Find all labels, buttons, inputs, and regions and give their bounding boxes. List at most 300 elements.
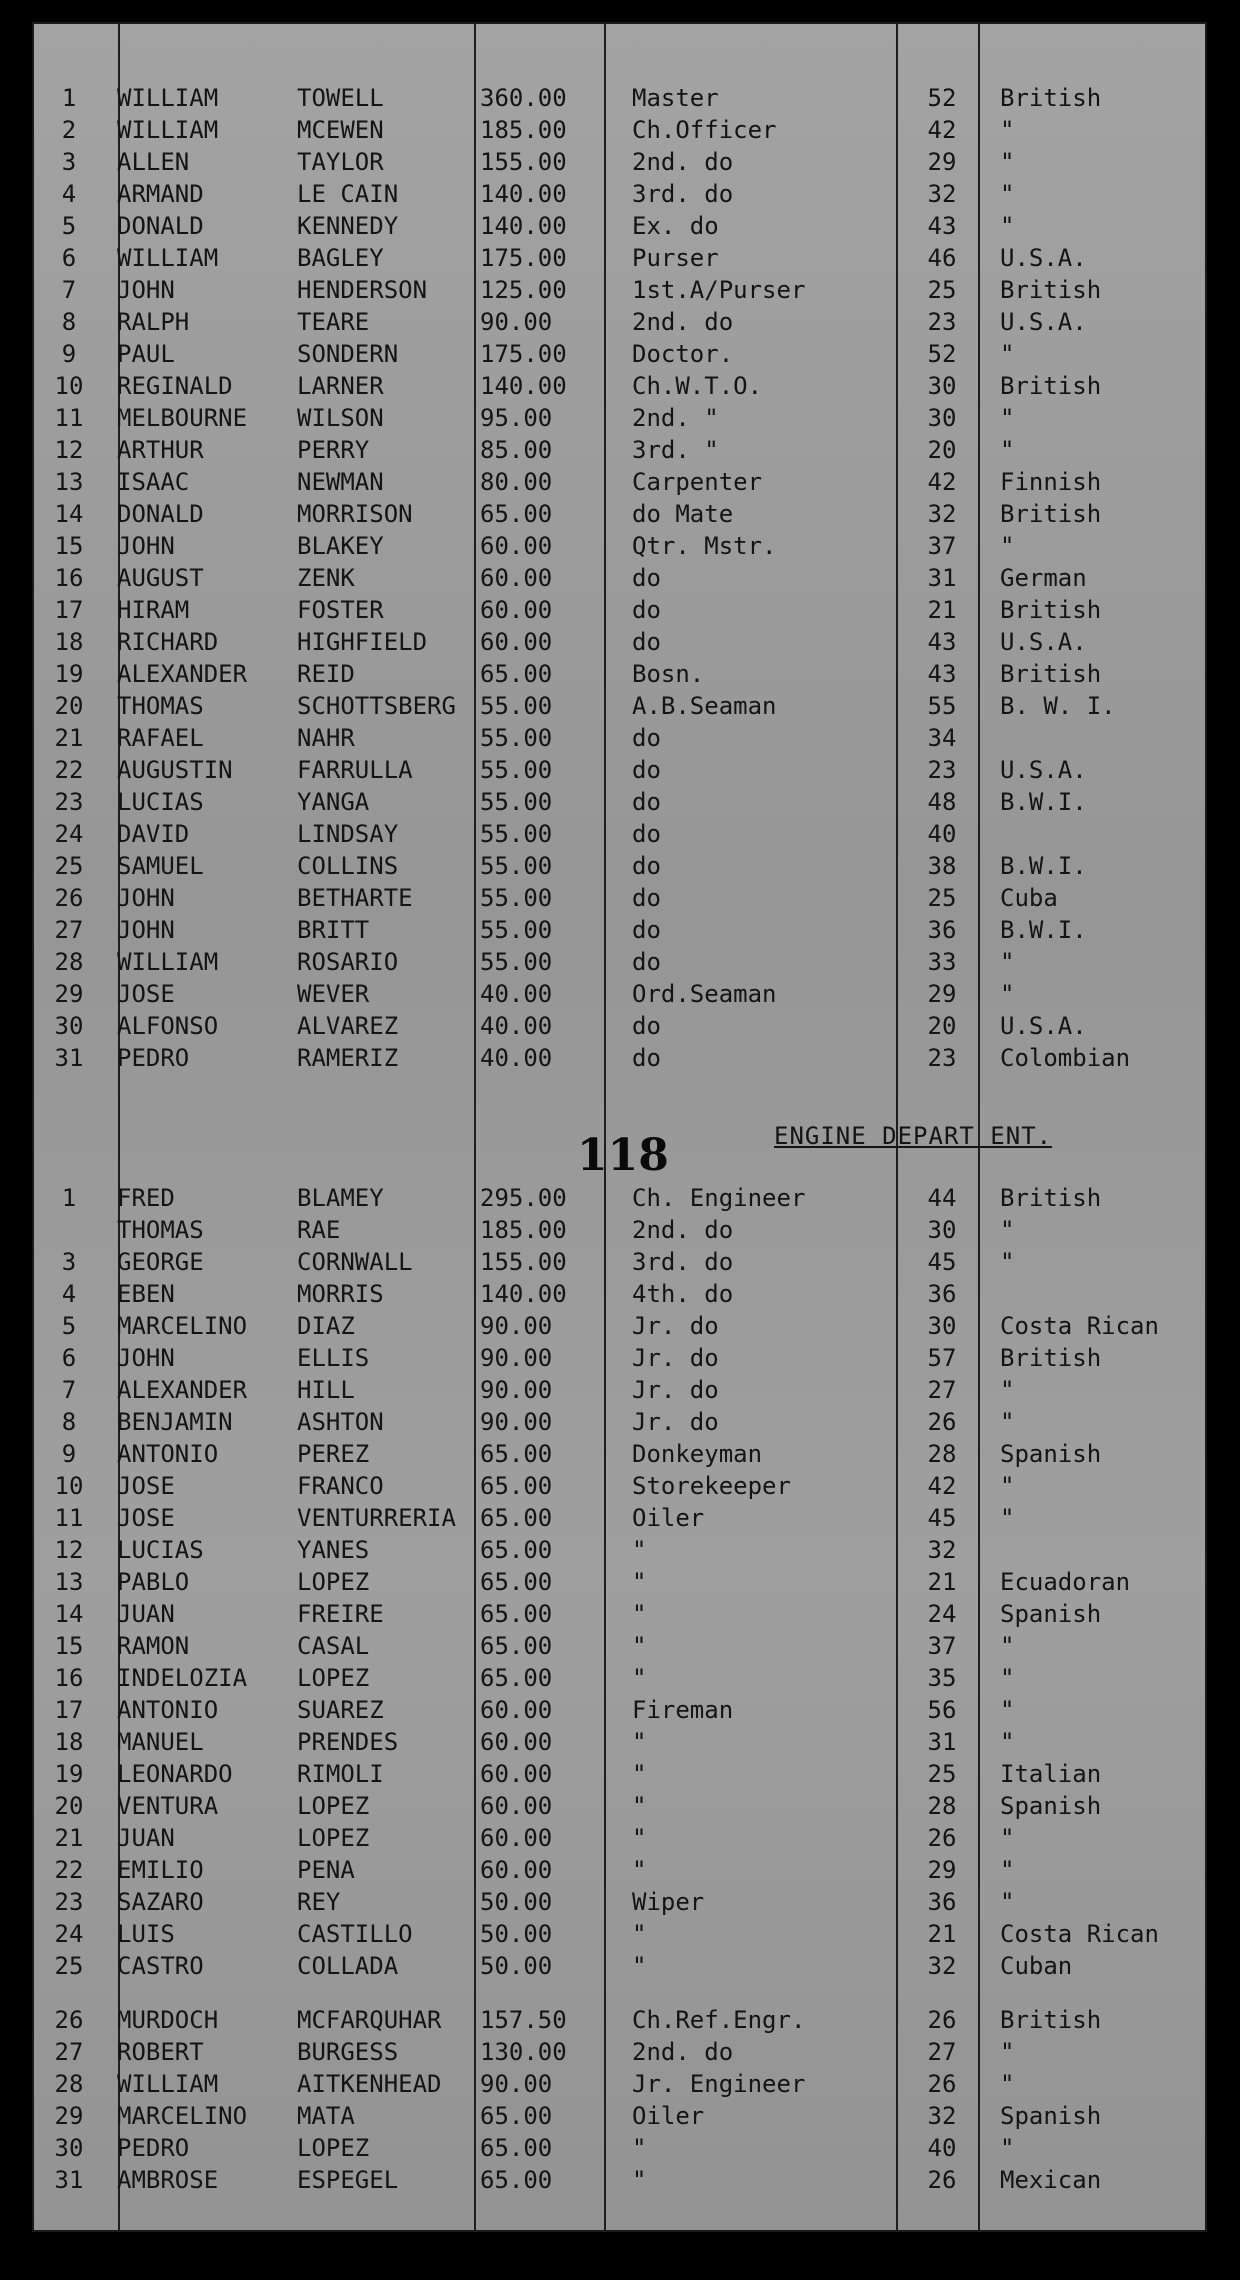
crew-nationality: Finnish (1000, 468, 1102, 496)
crew-surname: BURGESS (297, 2038, 399, 2066)
crew-number: 26 (54, 2006, 84, 2034)
crew-rank: " (632, 1920, 647, 1948)
crew-number: 3 (61, 1248, 77, 1276)
crew-age: 21 (927, 596, 957, 624)
crew-number: 6 (61, 1344, 77, 1372)
crew-rank: Ch.W.T.O. (632, 372, 763, 400)
crew-first-name: LEONARDO (117, 1760, 233, 1788)
crew-surname: TOWELL (297, 84, 384, 112)
crew-number: 1 (61, 84, 77, 112)
crew-row (32, 1246, 1207, 1278)
crew-number: 22 (54, 756, 84, 784)
crew-rank: 1st.A/Purser (632, 276, 806, 304)
crew-nationality: British (1000, 660, 1102, 688)
crew-age: 30 (927, 404, 957, 432)
crew-wage: 140.00 (480, 212, 567, 240)
crew-surname: WILSON (297, 404, 384, 432)
crew-wage: 65.00 (480, 1664, 553, 1692)
crew-rank: 3rd. " (632, 436, 719, 464)
crew-age: 48 (927, 788, 957, 816)
crew-age: 29 (927, 148, 957, 176)
crew-rank: do (632, 1012, 661, 1040)
crew-rank: " (632, 2134, 647, 2162)
crew-first-name: WILLIAM (117, 948, 219, 976)
crew-age: 32 (927, 1952, 957, 1980)
crew-nationality: Ecuadoran (1000, 1568, 1131, 1596)
crew-rank: Donkeyman (632, 1440, 763, 1468)
crew-nationality: German (1000, 564, 1087, 592)
crew-wage: 50.00 (480, 1952, 553, 1980)
crew-first-name: AUGUSTIN (117, 756, 233, 784)
crew-number: 10 (54, 372, 84, 400)
crew-wage: 85.00 (480, 436, 553, 464)
crew-number: 17 (54, 596, 84, 624)
crew-wage: 65.00 (480, 660, 553, 688)
crew-first-name: HIRAM (117, 596, 190, 624)
crew-surname: ROSARIO (297, 948, 399, 976)
crew-age: 43 (927, 628, 957, 656)
crew-age: 44 (927, 1184, 957, 1212)
crew-first-name: ALEXANDER (117, 660, 248, 688)
crew-age: 30 (927, 1312, 957, 1340)
crew-row (32, 1042, 1207, 1074)
crew-row (32, 210, 1207, 242)
crew-number: 13 (54, 468, 84, 496)
crew-first-name: RAMON (117, 1632, 190, 1660)
crew-surname: LOPEZ (297, 1664, 370, 1692)
crew-wage: 65.00 (480, 2102, 553, 2130)
crew-surname: MCEWEN (297, 116, 384, 144)
crew-age: 26 (927, 1824, 957, 1852)
crew-first-name: RAFAEL (117, 724, 204, 752)
crew-rank: " (632, 2166, 647, 2194)
crew-wage: 90.00 (480, 1344, 553, 1372)
crew-surname: TEARE (297, 308, 370, 336)
crew-wage: 65.00 (480, 1568, 553, 1596)
crew-row (32, 1010, 1207, 1042)
crew-number: 14 (54, 1600, 84, 1628)
crew-age: 35 (927, 1664, 957, 1692)
crew-number: 4 (61, 180, 77, 208)
crew-first-name: JOSE (117, 1504, 175, 1532)
crew-nationality: Spanish (1000, 2102, 1102, 2130)
crew-nationality: " (1000, 532, 1015, 560)
crew-nationality: Italian (1000, 1760, 1102, 1788)
crew-rank: do (632, 788, 661, 816)
crew-age: 40 (927, 2134, 957, 2162)
crew-age: 31 (927, 564, 957, 592)
crew-age: 25 (927, 276, 957, 304)
crew-rank: " (632, 1824, 647, 1852)
crew-nationality: " (1000, 1248, 1015, 1276)
crew-number: 15 (54, 532, 84, 560)
crew-surname: RIMOLI (297, 1760, 384, 1788)
crew-age: 23 (927, 1044, 957, 1072)
crew-age: 20 (927, 436, 957, 464)
crew-first-name: ARMAND (117, 180, 204, 208)
crew-first-name: ALEXANDER (117, 1376, 248, 1404)
crew-row (32, 1502, 1207, 1534)
crew-surname: ESPEGEL (297, 2166, 399, 2194)
crew-row (32, 1886, 1207, 1918)
crew-rank: 4th. do (632, 1280, 734, 1308)
crew-first-name: JOHN (117, 884, 175, 912)
crew-surname: LOPEZ (297, 1792, 370, 1820)
crew-first-name: DAVID (117, 820, 190, 848)
crew-wage: 55.00 (480, 916, 553, 944)
crew-surname: HENDERSON (297, 276, 428, 304)
crew-nationality: " (1000, 1728, 1015, 1756)
crew-row (32, 562, 1207, 594)
crew-wage: 60.00 (480, 564, 553, 592)
crew-age: 37 (927, 1632, 957, 1660)
crew-nationality: " (1000, 1216, 1015, 1244)
crew-wage: 90.00 (480, 2070, 553, 2098)
crew-wage: 90.00 (480, 1408, 553, 1436)
crew-first-name: JOSE (117, 980, 175, 1008)
crew-nationality: B.W.I. (1000, 788, 1087, 816)
crew-first-name: JOHN (117, 916, 175, 944)
crew-row (32, 594, 1207, 626)
crew-age: 32 (927, 2102, 957, 2130)
crew-row (32, 850, 1207, 882)
crew-row (32, 1566, 1207, 1598)
crew-number: 2 (61, 116, 77, 144)
crew-number: 6 (61, 244, 77, 272)
crew-rank: Qtr. Mstr. (632, 532, 777, 560)
crew-row (32, 498, 1207, 530)
crew-number: 16 (54, 564, 84, 592)
crew-first-name: JOHN (117, 276, 175, 304)
crew-nationality: British (1000, 1344, 1102, 1372)
crew-number: 3 (61, 148, 77, 176)
crew-row (32, 338, 1207, 370)
crew-first-name: JOHN (117, 1344, 175, 1372)
crew-wage: 55.00 (480, 948, 553, 976)
crew-row (32, 1662, 1207, 1694)
crew-surname: MORRIS (297, 1280, 384, 1308)
crew-age: 43 (927, 212, 957, 240)
crew-row (32, 1950, 1207, 1982)
crew-number: 28 (54, 948, 84, 976)
crew-surname: CASAL (297, 1632, 370, 1660)
crew-surname: NEWMAN (297, 468, 384, 496)
crew-first-name: EBEN (117, 1280, 175, 1308)
crew-row (32, 1406, 1207, 1438)
crew-surname: ZENK (297, 564, 355, 592)
crew-wage: 50.00 (480, 1920, 553, 1948)
crew-age: 27 (927, 1376, 957, 1404)
crew-row (32, 530, 1207, 562)
crew-age: 20 (927, 1012, 957, 1040)
crew-nationality: U.S.A. (1000, 244, 1087, 272)
crew-number: 17 (54, 1696, 84, 1724)
crew-first-name: JOSE (117, 1472, 175, 1500)
crew-nationality: British (1000, 276, 1102, 304)
crew-row (32, 1278, 1207, 1310)
crew-row (32, 82, 1207, 114)
crew-surname: VENTURRERIA (297, 1504, 456, 1532)
crew-rank: 2nd. do (632, 1216, 734, 1244)
crew-nationality: " (1000, 980, 1015, 1008)
crew-number: 12 (54, 1536, 84, 1564)
crew-wage: 60.00 (480, 1728, 553, 1756)
crew-age: 32 (927, 180, 957, 208)
crew-first-name: LUIS (117, 1920, 175, 1948)
crew-row (32, 658, 1207, 690)
crew-number: 9 (61, 340, 77, 368)
crew-nationality: U.S.A. (1000, 628, 1087, 656)
crew-number: 13 (54, 1568, 84, 1596)
crew-age: 27 (927, 2038, 957, 2066)
crew-first-name: RICHARD (117, 628, 219, 656)
crew-first-name: LUCIAS (117, 788, 204, 816)
crew-first-name: ANTONIO (117, 1696, 219, 1724)
crew-nationality: " (1000, 148, 1015, 176)
crew-number: 21 (54, 1824, 84, 1852)
crew-number: 5 (61, 1312, 77, 1340)
crew-nationality: B.W.I. (1000, 852, 1087, 880)
crew-nationality: B.W.I. (1000, 916, 1087, 944)
crew-row (32, 882, 1207, 914)
crew-row (32, 1534, 1207, 1566)
crew-age: 52 (927, 340, 957, 368)
crew-wage: 65.00 (480, 1472, 553, 1500)
crew-row (32, 2132, 1207, 2164)
crew-surname: LARNER (297, 372, 384, 400)
crew-rank: " (632, 1600, 647, 1628)
crew-number: 8 (61, 1408, 77, 1436)
crew-first-name: REGINALD (117, 372, 233, 400)
crew-wage: 65.00 (480, 2134, 553, 2162)
crew-nationality: " (1000, 1696, 1015, 1724)
crew-first-name: DONALD (117, 500, 204, 528)
crew-surname: LE CAIN (297, 180, 399, 208)
crew-first-name: SAMUEL (117, 852, 204, 880)
crew-surname: YANES (297, 1536, 370, 1564)
crew-rank: do (632, 596, 661, 624)
crew-nationality: Cuban (1000, 1952, 1073, 1980)
crew-first-name: WILLIAM (117, 2070, 219, 2098)
crew-nationality: Spanish (1000, 1440, 1102, 1468)
crew-first-name: JUAN (117, 1600, 175, 1628)
crew-wage: 95.00 (480, 404, 553, 432)
crew-wage: 55.00 (480, 884, 553, 912)
crew-wage: 90.00 (480, 1312, 553, 1340)
crew-first-name: FRED (117, 1184, 175, 1212)
crew-nationality: " (1000, 1824, 1015, 1852)
crew-wage: 130.00 (480, 2038, 567, 2066)
crew-nationality: " (1000, 1888, 1015, 1916)
crew-number: 27 (54, 2038, 84, 2066)
crew-age: 33 (927, 948, 957, 976)
crew-wage: 40.00 (480, 1012, 553, 1040)
crew-first-name: ARTHUR (117, 436, 204, 464)
crew-wage: 90.00 (480, 308, 553, 336)
crew-number: 15 (54, 1632, 84, 1660)
crew-nationality: " (1000, 212, 1015, 240)
crew-first-name: VENTURA (117, 1792, 219, 1820)
crew-row (32, 722, 1207, 754)
crew-rank: 3rd. do (632, 1248, 734, 1276)
crew-wage: 65.00 (480, 1600, 553, 1628)
crew-nationality: U.S.A. (1000, 756, 1087, 784)
crew-rank: Bosn. (632, 660, 705, 688)
crew-rank: 2nd. do (632, 308, 734, 336)
crew-wage: 175.00 (480, 340, 567, 368)
crew-wage: 60.00 (480, 1792, 553, 1820)
crew-row (32, 2004, 1207, 2036)
crew-number: 21 (54, 724, 84, 752)
crew-nationality: " (1000, 1408, 1015, 1436)
crew-number: 5 (61, 212, 77, 240)
crew-rank: do (632, 820, 661, 848)
crew-surname: LOPEZ (297, 1568, 370, 1596)
crew-row (32, 1822, 1207, 1854)
crew-rank: Oiler (632, 2102, 705, 2130)
crew-nationality: Costa Rican (1000, 1920, 1159, 1948)
crew-wage: 65.00 (480, 1440, 553, 1468)
crew-row (32, 978, 1207, 1010)
crew-wage: 140.00 (480, 1280, 567, 1308)
crew-nationality: " (1000, 404, 1015, 432)
crew-number: 20 (54, 692, 84, 720)
crew-number: 4 (61, 1280, 77, 1308)
crew-nationality: " (1000, 948, 1015, 976)
crew-row (32, 1342, 1207, 1374)
crew-row (32, 1790, 1207, 1822)
crew-age: 30 (927, 372, 957, 400)
crew-nationality: " (1000, 1504, 1015, 1532)
crew-row (32, 1854, 1207, 1886)
crew-rank: do (632, 564, 661, 592)
crew-number: 28 (54, 2070, 84, 2098)
crew-surname: BETHARTE (297, 884, 413, 912)
crew-wage: 155.00 (480, 148, 567, 176)
crew-wage: 60.00 (480, 596, 553, 624)
crew-nationality: British (1000, 372, 1102, 400)
crew-rank: Fireman (632, 1696, 734, 1724)
crew-number: 29 (54, 980, 84, 1008)
crew-number: 25 (54, 1952, 84, 1980)
crew-nationality: British (1000, 500, 1102, 528)
crew-age: 23 (927, 756, 957, 784)
crew-surname: PRENDES (297, 1728, 399, 1756)
crew-list-page (32, 22, 1207, 2232)
crew-rank: do (632, 724, 661, 752)
crew-surname: SONDERN (297, 340, 399, 368)
crew-first-name: MANUEL (117, 1728, 204, 1756)
crew-surname: COLLADA (297, 1952, 399, 1980)
crew-nationality: " (1000, 1472, 1015, 1500)
crew-row (32, 434, 1207, 466)
crew-first-name: CASTRO (117, 1952, 204, 1980)
crew-rank: do (632, 852, 661, 880)
crew-age: 26 (927, 2166, 957, 2194)
crew-nationality: British (1000, 84, 1102, 112)
crew-first-name: ALLEN (117, 148, 190, 176)
crew-nationality: " (1000, 180, 1015, 208)
crew-number: 24 (54, 820, 84, 848)
crew-nationality: " (1000, 116, 1015, 144)
crew-nationality: British (1000, 1184, 1102, 1212)
crew-age: 32 (927, 500, 957, 528)
crew-rank: " (632, 1728, 647, 1756)
crew-number: 18 (54, 1728, 84, 1756)
crew-rank: Doctor. (632, 340, 734, 368)
crew-row (32, 786, 1207, 818)
crew-wage: 50.00 (480, 1888, 553, 1916)
crew-nationality: British (1000, 2006, 1102, 2034)
crew-wage: 55.00 (480, 820, 553, 848)
crew-row (32, 818, 1207, 850)
crew-number: 25 (54, 852, 84, 880)
crew-row (32, 402, 1207, 434)
crew-rank: do (632, 756, 661, 784)
crew-row (32, 1438, 1207, 1470)
crew-rank: Jr. do (632, 1408, 719, 1436)
crew-first-name: WILLIAM (117, 84, 219, 112)
crew-rank: 2nd. do (632, 148, 734, 176)
crew-rank: do (632, 948, 661, 976)
crew-number: 23 (54, 1888, 84, 1916)
crew-age: 42 (927, 116, 957, 144)
crew-row (32, 1758, 1207, 1790)
crew-age: 25 (927, 1760, 957, 1788)
crew-age: 57 (927, 1344, 957, 1372)
crew-surname: ASHTON (297, 1408, 384, 1436)
crew-row (32, 1374, 1207, 1406)
crew-first-name: AUGUST (117, 564, 204, 592)
crew-number: 30 (54, 2134, 84, 2162)
crew-wage: 60.00 (480, 1760, 553, 1788)
crew-surname: FOSTER (297, 596, 384, 624)
crew-age: 26 (927, 2006, 957, 2034)
crew-rank: Oiler (632, 1504, 705, 1532)
crew-age: 43 (927, 660, 957, 688)
crew-surname: BLAKEY (297, 532, 384, 560)
crew-row (32, 1726, 1207, 1758)
crew-wage: 55.00 (480, 788, 553, 816)
crew-wage: 65.00 (480, 1504, 553, 1532)
crew-nationality: " (1000, 436, 1015, 464)
crew-surname: YANGA (297, 788, 370, 816)
crew-surname: SUAREZ (297, 1696, 384, 1724)
crew-row (32, 1630, 1207, 1662)
crew-first-name: ISAAC (117, 468, 190, 496)
crew-first-name: WILLIAM (117, 116, 219, 144)
crew-wage: 80.00 (480, 468, 553, 496)
crew-number: 7 (61, 1376, 77, 1404)
crew-nationality: Mexican (1000, 2166, 1102, 2194)
crew-wage: 360.00 (480, 84, 567, 112)
crew-nationality: " (1000, 1632, 1015, 1660)
crew-first-name: MARCELINO (117, 1312, 248, 1340)
crew-rank: Jr. do (632, 1344, 719, 1372)
crew-age: 40 (927, 820, 957, 848)
crew-wage: 140.00 (480, 372, 567, 400)
crew-surname: PERRY (297, 436, 370, 464)
crew-wage: 60.00 (480, 1696, 553, 1724)
crew-age: 45 (927, 1248, 957, 1276)
crew-rank: Ord.Seaman (632, 980, 777, 1008)
crew-age: 34 (927, 724, 957, 752)
crew-first-name: THOMAS (117, 1216, 204, 1244)
crew-surname: FARRULLA (297, 756, 413, 784)
crew-nationality: U.S.A. (1000, 1012, 1087, 1040)
crew-age: 23 (927, 308, 957, 336)
crew-row (32, 626, 1207, 658)
